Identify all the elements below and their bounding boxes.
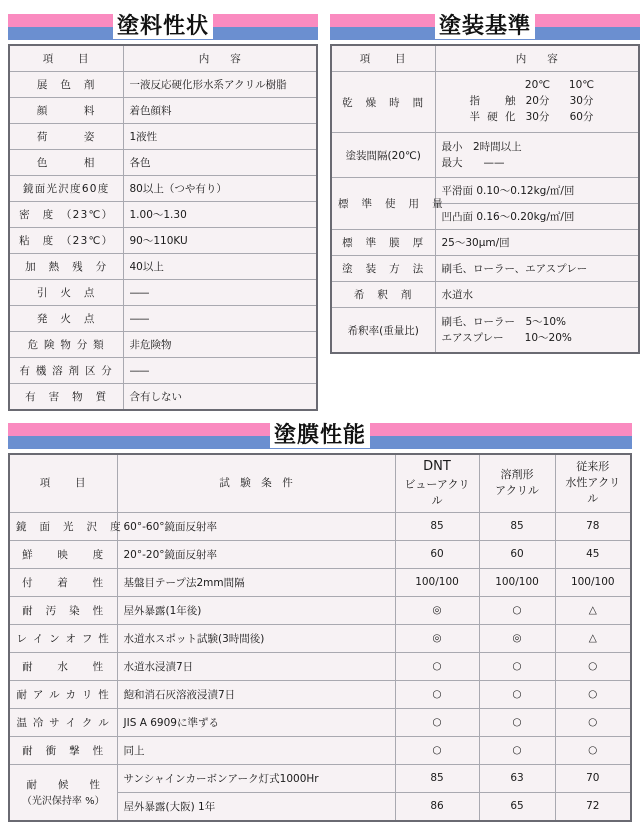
row-condition: 飽和消石灰溶液浸漬7日 <box>117 680 395 708</box>
row-value: 各色 <box>123 150 317 176</box>
row-condition: 基盤目テープ法2mm間隔 <box>117 568 395 596</box>
row-value-conventional: ○ <box>555 708 631 736</box>
row-value-dnt: ○ <box>395 736 479 764</box>
row-label: 荷 姿 <box>9 124 123 150</box>
row-label-drying-time: 乾 燥 時 間 <box>331 72 435 133</box>
film-performance-title <box>8 419 632 453</box>
row-label: 付 着 性 <box>9 568 117 596</box>
table-row <box>9 332 317 358</box>
paint-properties-table <box>8 44 318 411</box>
row-condition: 60°-60°鏡面反射率 <box>117 512 395 540</box>
row-value-conventional: ○ <box>555 736 631 764</box>
row-value: 一液反応硬化形水系アクリル樹脂 <box>123 72 317 98</box>
table-row <box>9 568 631 596</box>
row-value-conventional: 78 <box>555 512 631 540</box>
row-label: 鮮 映 度 <box>9 540 117 568</box>
row-value-solvent: ○ <box>479 652 555 680</box>
paint-properties-title <box>8 10 318 44</box>
row-value: 刷毛、ローラー、エアスプレー <box>435 256 639 282</box>
drying-semicure-10: 60分 <box>569 110 594 123</box>
row-value-solvent: ◎ <box>479 624 555 652</box>
coating-standard-title <box>330 10 640 44</box>
film-performance-banner <box>8 419 632 453</box>
row-value-dnt: ○ <box>395 652 479 680</box>
table-row <box>9 512 631 540</box>
row-value-solvent: ○ <box>479 680 555 708</box>
table-row <box>9 540 631 568</box>
drying-row-name-semicure: 半硬化 <box>469 110 516 123</box>
table-row <box>331 282 639 308</box>
header-col-solvent <box>479 454 555 512</box>
film-performance-title-text: 塗膜性能 <box>270 423 370 448</box>
usage-rough-value: 凹凸面 0.16〜0.20kg/㎡/回 <box>435 204 639 230</box>
row-value-dnt: 85 <box>395 512 479 540</box>
table-row <box>9 98 317 124</box>
row-value-dnt: ○ <box>395 708 479 736</box>
header-item: 項 目 <box>331 45 435 72</box>
row-label: 危 険 物 分 類 <box>9 332 123 358</box>
film-performance-table <box>8 453 632 822</box>
header-col-dnt-sub: ビューアクリル <box>404 477 470 507</box>
table-row <box>9 384 317 411</box>
weather-condition-outdoor: 屋外暴露(大阪) 1年 <box>117 792 395 821</box>
row-value-recoat-interval <box>435 133 639 178</box>
table-row <box>9 708 631 736</box>
row-value-dilution <box>435 308 639 354</box>
row-value: 着色顔料 <box>123 98 317 124</box>
table-row-usage-smooth <box>331 178 639 204</box>
drying-semicure-20: 30分 <box>525 110 550 123</box>
table-row <box>9 358 317 384</box>
header-item: 項 目 <box>9 454 117 512</box>
paint-properties-column <box>8 10 318 411</box>
weather-label-sub: （光沢保持率 %） <box>21 796 105 808</box>
row-value-conventional: 100/100 <box>555 568 631 596</box>
row-value: 25〜30μm/回 <box>435 230 639 256</box>
weather-value-solvent: 65 <box>479 792 555 821</box>
coating-standard-title-text: 塗装基準 <box>435 14 535 39</box>
row-value: 1.00〜1.30 <box>123 202 317 228</box>
coating-standard-body <box>331 72 639 354</box>
header-col-solvent-sub: アクリル <box>495 484 539 498</box>
row-label: 密 度 （23℃） <box>9 202 123 228</box>
row-value-solvent: 100/100 <box>479 568 555 596</box>
row-value-conventional: ○ <box>555 652 631 680</box>
header-content: 内 容 <box>435 45 639 72</box>
table-row <box>9 124 317 150</box>
table-row <box>9 150 317 176</box>
row-label-dilution: 希釈率(重量比) <box>331 308 435 354</box>
header-col-dnt-main: DNT <box>423 459 451 474</box>
table-row <box>331 256 639 282</box>
row-label: 塗 装 方 法 <box>331 256 435 282</box>
row-value-solvent: ○ <box>479 708 555 736</box>
drying-temp-10: 10℃ <box>568 79 595 92</box>
row-label: 顔 料 <box>9 98 123 124</box>
row-label: 色 相 <box>9 150 123 176</box>
row-value-solvent: ○ <box>479 736 555 764</box>
row-value: —— <box>123 358 317 384</box>
header-col-conventional <box>555 454 631 512</box>
recoat-max: 最大 —— <box>441 157 505 169</box>
header-col-conventional-sub: 水性アクリル <box>565 476 621 506</box>
row-value-dnt: 60 <box>395 540 479 568</box>
row-value: 含有しない <box>123 384 317 411</box>
drying-touch-20: 20分 <box>525 95 550 108</box>
dilution-brush-roller: 刷毛、ローラー 5〜10% <box>441 315 567 328</box>
drying-row-name-touch: 指 触 <box>469 95 516 108</box>
row-label: 温 冷 サ イ ク ル <box>9 708 117 736</box>
weather-condition-sunshine: サンシャインカーボンアーク灯式1000Hr <box>117 764 395 792</box>
drying-time-grid <box>470 78 633 125</box>
weather-value-dnt: 85 <box>395 764 479 792</box>
paint-properties-banner <box>8 10 318 44</box>
weather-value-conventional: 70 <box>555 764 631 792</box>
weather-label-main: 耐 候 性 <box>26 779 100 792</box>
row-value-dnt: ○ <box>395 680 479 708</box>
table-row <box>9 176 317 202</box>
drying-temp-20: 20℃ <box>524 79 551 92</box>
row-value: 非危険物 <box>123 332 317 358</box>
table-row-recoat-interval <box>331 133 639 178</box>
header-col-conventional-main: 従来形 <box>576 460 610 474</box>
drying-spacer <box>470 78 516 94</box>
table-row <box>9 202 317 228</box>
table-row <box>9 280 317 306</box>
film-performance-body <box>9 512 631 821</box>
table-row <box>9 596 631 624</box>
row-label-recoat-interval: 塗装間隔(20℃) <box>331 133 435 178</box>
row-value-conventional: △ <box>555 596 631 624</box>
paint-properties-body <box>9 72 317 411</box>
row-value: —— <box>123 280 317 306</box>
table-header-row <box>9 454 631 512</box>
header-col-dnt <box>395 454 479 512</box>
row-value-dnt: 100/100 <box>395 568 479 596</box>
usage-smooth-value: 平滑面 0.10〜0.12kg/㎡/回 <box>435 178 639 204</box>
row-condition: JIS A 6909に準ずる <box>117 708 395 736</box>
weather-value-dnt: 86 <box>395 792 479 821</box>
table-header-row <box>9 45 317 72</box>
row-value-solvent: 85 <box>479 512 555 540</box>
table-row <box>9 228 317 254</box>
table-row <box>9 736 631 764</box>
dilution-air-spray: エアスプレー 10〜20% <box>441 332 572 344</box>
row-value: —— <box>123 306 317 332</box>
header-col-solvent-main: 溶剤形 <box>500 468 534 482</box>
row-value-dnt: ◎ <box>395 624 479 652</box>
row-label: 耐 ア ル カ リ 性 <box>9 680 117 708</box>
coating-standard-column <box>330 10 640 411</box>
row-value-drying-time <box>435 72 639 133</box>
row-label: 耐 水 性 <box>9 652 117 680</box>
row-label: 展 色 剤 <box>9 72 123 98</box>
row-value: 90〜110KU <box>123 228 317 254</box>
header-content: 内 容 <box>123 45 317 72</box>
row-label: 標 準 膜 厚 <box>331 230 435 256</box>
paint-properties-title-text: 塗料性状 <box>113 14 213 39</box>
row-value: 40以上 <box>123 254 317 280</box>
weather-value-conventional: 72 <box>555 792 631 821</box>
row-label-weather <box>9 764 117 821</box>
table-header-row <box>331 45 639 72</box>
row-label: 引 火 点 <box>9 280 123 306</box>
coating-standard-table <box>330 44 640 354</box>
coating-standard-banner <box>330 10 640 44</box>
row-condition: 水道水スポット試験(3時間後) <box>117 624 395 652</box>
row-label: 希 釈 剤 <box>331 282 435 308</box>
drying-touch-10: 30分 <box>569 95 594 108</box>
row-condition: 20°-20°鏡面反射率 <box>117 540 395 568</box>
row-value-solvent: 60 <box>479 540 555 568</box>
table-row <box>9 680 631 708</box>
table-row <box>9 306 317 332</box>
header-condition: 試 験 条 件 <box>117 454 395 512</box>
row-label: 耐 衝 撃 性 <box>9 736 117 764</box>
table-row-dilution <box>331 308 639 354</box>
row-value: 80以上（つや有り） <box>123 176 317 202</box>
row-value: 1液性 <box>123 124 317 150</box>
table-row <box>9 624 631 652</box>
row-condition: 水道水浸漬7日 <box>117 652 395 680</box>
row-label: 粘 度 （23℃） <box>9 228 123 254</box>
row-value: 水道水 <box>435 282 639 308</box>
row-label: 鏡面光沢度60度 <box>9 176 123 202</box>
table-row <box>9 254 317 280</box>
row-label: 有 害 物 質 <box>9 384 123 411</box>
table-row <box>331 230 639 256</box>
row-label: 有 機 溶 剤 区 分 <box>9 358 123 384</box>
row-label: レ イ ン オ フ 性 <box>9 624 117 652</box>
table-row-drying-time <box>331 72 639 133</box>
row-condition: 屋外暴露(1年後) <box>117 596 395 624</box>
weather-value-solvent: 63 <box>479 764 555 792</box>
row-value-solvent: ○ <box>479 596 555 624</box>
table-row <box>9 72 317 98</box>
row-label: 耐 汚 染 性 <box>9 596 117 624</box>
recoat-min: 最小 2時間以上 <box>441 140 522 153</box>
row-value-conventional: △ <box>555 624 631 652</box>
row-label-usage: 標 準 使 用 量 <box>331 178 435 230</box>
row-value-conventional: ○ <box>555 680 631 708</box>
table-row-weather-sunshine <box>9 764 631 792</box>
row-value-dnt: ◎ <box>395 596 479 624</box>
row-value-conventional: 45 <box>555 540 631 568</box>
table-row <box>9 652 631 680</box>
film-performance-section <box>0 411 640 822</box>
row-condition: 同上 <box>117 736 395 764</box>
row-label: 加 熱 残 分 <box>9 254 123 280</box>
row-label: 発 火 点 <box>9 306 123 332</box>
row-label: 鏡 面 光 沢 度 <box>9 512 117 540</box>
header-item: 項 目 <box>9 45 123 72</box>
